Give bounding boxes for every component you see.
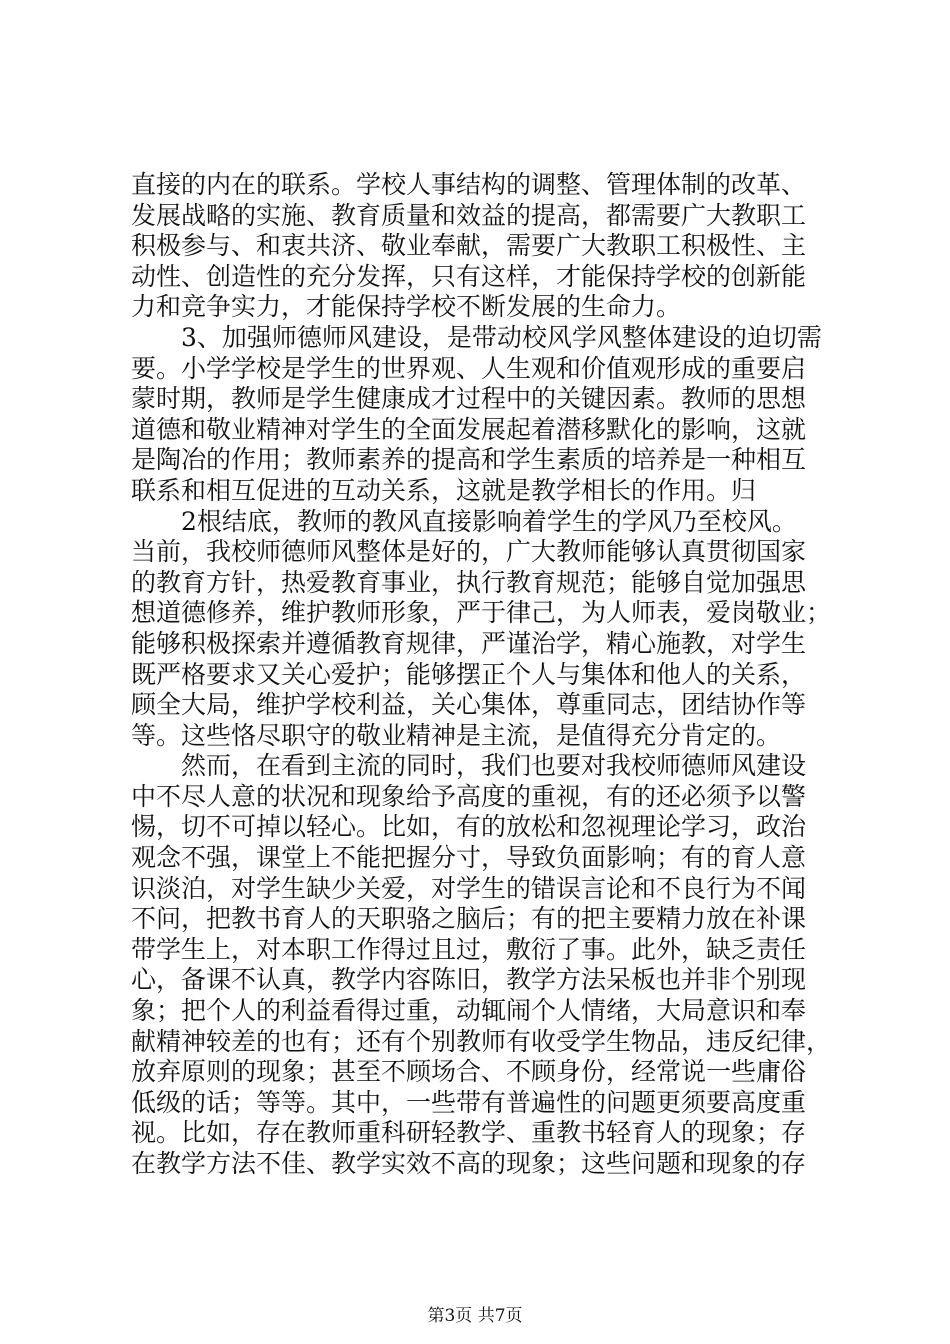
- text-line: 献精神较差的也有；还有个别教师有收受学生物品，违反纪律，: [131, 1026, 832, 1056]
- text-line: 积极参与、和衷共济、敬业奉献，需要广大教职工积极性、主: [131, 231, 807, 261]
- text-line: 能够积极探索并遵循教育规律，严谨治学，精心施教，对学生: [131, 628, 807, 658]
- text-line: 不问，把教书育人的天职骆之脑后；有的把主要精力放在补课: [131, 904, 807, 934]
- text-line: 在教学方法不佳、教学实效不高的现象；这些问题和现象的存: [131, 1149, 807, 1178]
- text-line: 蒙时期，教师是学生健康成才过程中的关键因素。教师的思想: [131, 384, 807, 414]
- text-line: 道德和敬业精神对学生的全面发展起着潜移默化的影响，这就: [131, 414, 807, 444]
- text-line: 既严格要求又关心爱护；能够摆正个人与集体和他人的关系，: [131, 659, 807, 689]
- text-line: 发展战略的实施、教育质量和效益的提高，都需要广大教职工: [131, 200, 807, 230]
- text-line: 视。比如，存在教师重科研轻教学、重教书轻育人的现象；存: [131, 1118, 807, 1148]
- text-line: 象；把个人的利益看得过重，动辄闹个人情绪，大局意识和奉: [131, 996, 807, 1026]
- text-line: 等。这些恪尽职守的敬业精神是主流，是值得充分肯定的。: [131, 720, 782, 750]
- text-line: 心，备课不认真，教学内容陈旧，教学方法呆板也并非个别现: [131, 965, 807, 995]
- text-line: 带学生上，对本职工作得过且过，敷衍了事。此外，缺乏责任: [131, 934, 807, 964]
- text-line: 放弃原则的现象；甚至不顾场合、不顾身份，经常说一些庸俗: [131, 1057, 807, 1087]
- text-line: 当前，我校师德师风整体是好的，广大教师能够认真贯彻国家: [131, 537, 807, 567]
- body-text: [131, 170, 841, 1180]
- text-line: 的教育方针，热爱教育事业，执行教育规范；能够自觉加强思: [131, 567, 807, 597]
- text-line: 要。小学学校是学生的世界观、人生观和价值观形成的重要启: [131, 353, 807, 383]
- text-line: 2根结底，教师的教风直接影响着学生的学风乃至校风。: [131, 506, 797, 536]
- text-line: 惕，切不可掉以轻心。比如，有的放松和忽视理论学习，政治: [131, 812, 807, 842]
- text-line: 低级的话；等等。其中，一些带有普遍性的问题更须要高度重: [131, 1087, 807, 1117]
- text-line: 想道德修养，维护教师形象，严于律己，为人师表，爱岗敬业；: [131, 598, 832, 628]
- text-line: 动性、创造性的充分发挥，只有这样，才能保持学校的创新能: [131, 261, 807, 291]
- text-line: 3、加强师德师风建设，是带动校风学风整体建设的迫切需: [131, 322, 822, 352]
- text-line: 中不尽人意的状况和现象给予高度的重视，有的还必须予以警: [131, 781, 807, 811]
- text-line: 然而，在看到主流的同时，我们也要对我校师德师风建设: [131, 751, 807, 781]
- text-line: 是陶冶的作用；教师素养的提高和学生素质的培养是一种相互: [131, 445, 807, 475]
- page-number-footer: 第3页 共7页: [427, 1306, 523, 1326]
- text-line: 顾全大局，维护学校利益，关心集体，尊重同志，团结协作等: [131, 690, 807, 720]
- text-line: 联系和相互促进的互动关系，这就是教学相长的作用。归: [131, 475, 757, 505]
- text-line: 识淡泊，对学生缺少关爱，对学生的错误言论和不良行为不闻: [131, 873, 807, 903]
- text-line: 直接的内在的联系。学校人事结构的调整、管理体制的改革、: [131, 170, 807, 199]
- text-line: 观念不强，课堂上不能把握分寸，导致负面影响；有的育人意: [131, 843, 807, 873]
- text-line: 力和竞争实力，才能保持学校不断发展的生命力。: [131, 292, 682, 322]
